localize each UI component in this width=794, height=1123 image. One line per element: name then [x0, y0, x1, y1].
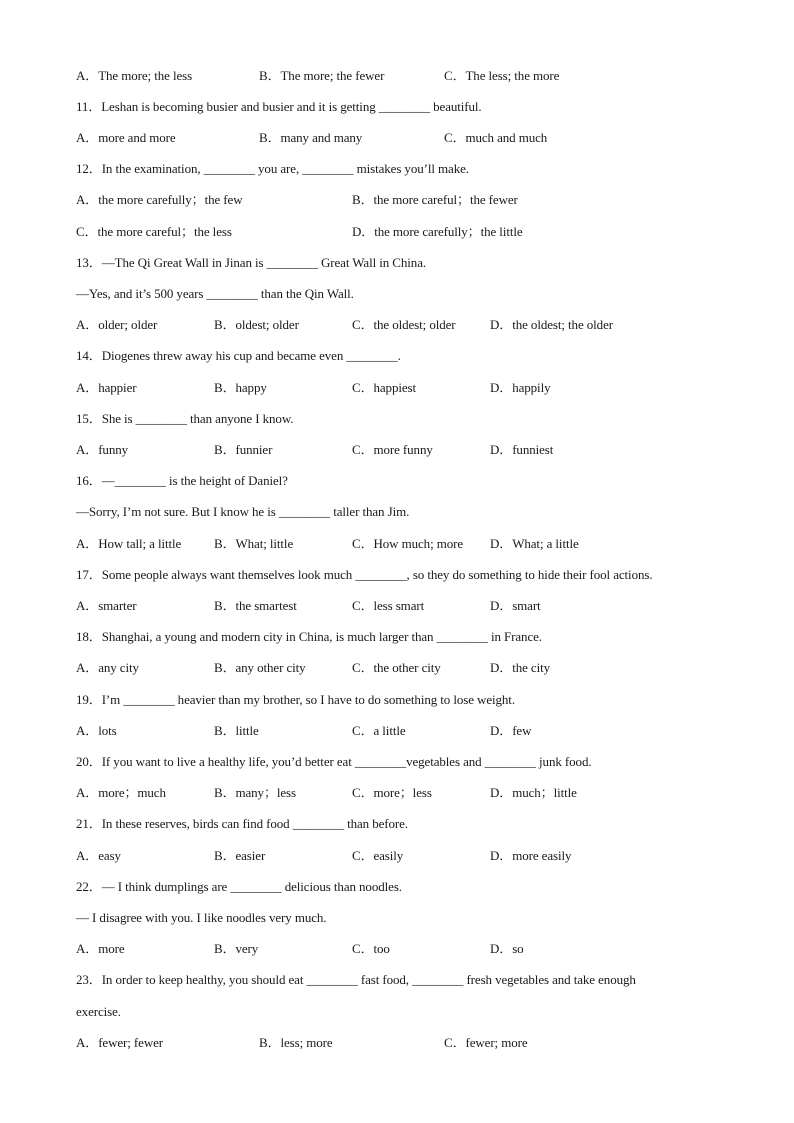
- q18-option-b: B．any other city: [214, 660, 306, 675]
- q11-option-c: C．much and much: [444, 130, 548, 145]
- q13-option-a: A．older; older: [76, 317, 158, 332]
- q17-option-c: C．less smart: [352, 598, 425, 613]
- q14-option-c: C．happiest: [352, 380, 416, 395]
- q19-option-a: A．lots: [76, 723, 117, 738]
- q23-stem-continued: exercise.: [76, 1004, 121, 1019]
- q22-option-d: D．so: [490, 941, 524, 956]
- q13-option-d: D．the oldest; the older: [490, 317, 613, 332]
- q17-option-b: B．the smartest: [214, 598, 297, 613]
- q21-option-b: B．easier: [214, 848, 266, 863]
- q13-option-c: C．the oldest; older: [352, 317, 456, 332]
- q23-stem: 23．In order to keep healthy, you should eat ________ fast food, ________ fresh vegetables and take enough: [76, 972, 636, 987]
- q21-option-a: A．easy: [76, 848, 121, 863]
- q12-stem: 12．In the examination, ________ you are, ________ mistakes you’ll make.: [76, 161, 469, 176]
- q18-option-c: C．the other city: [352, 660, 441, 675]
- q21-option-d: D．more easily: [490, 848, 572, 863]
- q18-option-d: D．the city: [490, 660, 551, 675]
- q16-option-c: C．How much; more: [352, 536, 464, 551]
- q14-stem: 14．Diogenes threw away his cup and became even ________.: [76, 348, 401, 363]
- q18-stem: 18．Shanghai, a young and modern city in China, is much larger than ________ in France.: [76, 629, 542, 644]
- q15-option-d: D．funniest: [490, 442, 554, 457]
- q20-option-d: D．much；little: [490, 785, 577, 800]
- q19-stem: 19．I’m ________ heavier than my brother, so I have to do something to lose weight.: [76, 692, 515, 707]
- q12-option-d: D．the more carefully；the little: [352, 224, 523, 239]
- q13-stem: 13．—The Qi Great Wall in Jinan is ________ Great Wall in China.: [76, 255, 427, 270]
- q20-stem: 20．If you want to live a healthy life, you’d better eat ________vegetables and ________ junk food.: [76, 754, 592, 769]
- q14-option-a: A．happier: [76, 380, 137, 395]
- q23-option-b: B．less; more: [259, 1035, 333, 1050]
- q15-option-c: C．more funny: [352, 442, 433, 457]
- q11-stem: 11．Leshan is becoming busier and busier and it is getting ________ beautiful.: [76, 99, 482, 114]
- q20-option-b: B．many；less: [214, 785, 296, 800]
- q10-option-c: C．The less; the more: [444, 68, 560, 83]
- q17-option-d: D．smart: [490, 598, 541, 613]
- q14-option-d: D．happily: [490, 380, 551, 395]
- q19-option-c: C．a little: [352, 723, 406, 738]
- q12-option-b: B．the more careful；the fewer: [352, 192, 518, 207]
- q17-option-a: A．smarter: [76, 598, 137, 613]
- q16-option-a: A．How tall; a little: [76, 536, 182, 551]
- q12-option-a: A．the more carefully；the few: [76, 192, 243, 207]
- q16-option-d: D．What; a little: [490, 536, 579, 551]
- q23-option-c: C．fewer; more: [444, 1035, 528, 1050]
- q13-stem-reply: —Yes, and it’s 500 years ________ than the Qin Wall.: [76, 286, 354, 301]
- q11-option-b: B．many and many: [259, 130, 363, 145]
- q15-option-b: B．funnier: [214, 442, 273, 457]
- q20-option-a: A．more；much: [76, 785, 166, 800]
- q19-option-b: B．little: [214, 723, 259, 738]
- q16-option-b: B．What; little: [214, 536, 294, 551]
- q10-option-a: A．The more; the less: [76, 68, 193, 83]
- q22-option-b: B．very: [214, 941, 259, 956]
- q22-option-a: A．more: [76, 941, 125, 956]
- q21-stem: 21．In these reserves, birds can find food ________ than before.: [76, 816, 408, 831]
- q22-option-c: C．too: [352, 941, 390, 956]
- q14-option-b: B．happy: [214, 380, 267, 395]
- q15-option-a: A．funny: [76, 442, 129, 457]
- q16-stem: 16．—________ is the height of Daniel?: [76, 473, 288, 488]
- q22-stem-reply: — I disagree with you. I like noodles very much.: [76, 910, 327, 925]
- q21-option-c: C．easily: [352, 848, 404, 863]
- q13-option-b: B．oldest; older: [214, 317, 299, 332]
- q11-option-a: A．more and more: [76, 130, 176, 145]
- q22-stem: 22．— I think dumplings are ________ delicious than noodles.: [76, 879, 402, 894]
- q19-option-d: D．few: [490, 723, 532, 738]
- q20-option-c: C．more；less: [352, 785, 432, 800]
- q16-stem-reply: —Sorry, I’m not sure. But I know he is ________ taller than Jim.: [76, 504, 410, 519]
- q23-option-a: A．fewer; fewer: [76, 1035, 164, 1050]
- q18-option-a: A．any city: [76, 660, 139, 675]
- q10-option-b: B．The more; the fewer: [259, 68, 385, 83]
- q17-stem: 17．Some people always want themselves look much ________, so they do something to hide their fool actions.: [76, 567, 653, 582]
- q15-stem: 15．She is ________ than anyone I know.: [76, 411, 294, 426]
- q12-option-c: C．the more careful；the less: [76, 224, 232, 239]
